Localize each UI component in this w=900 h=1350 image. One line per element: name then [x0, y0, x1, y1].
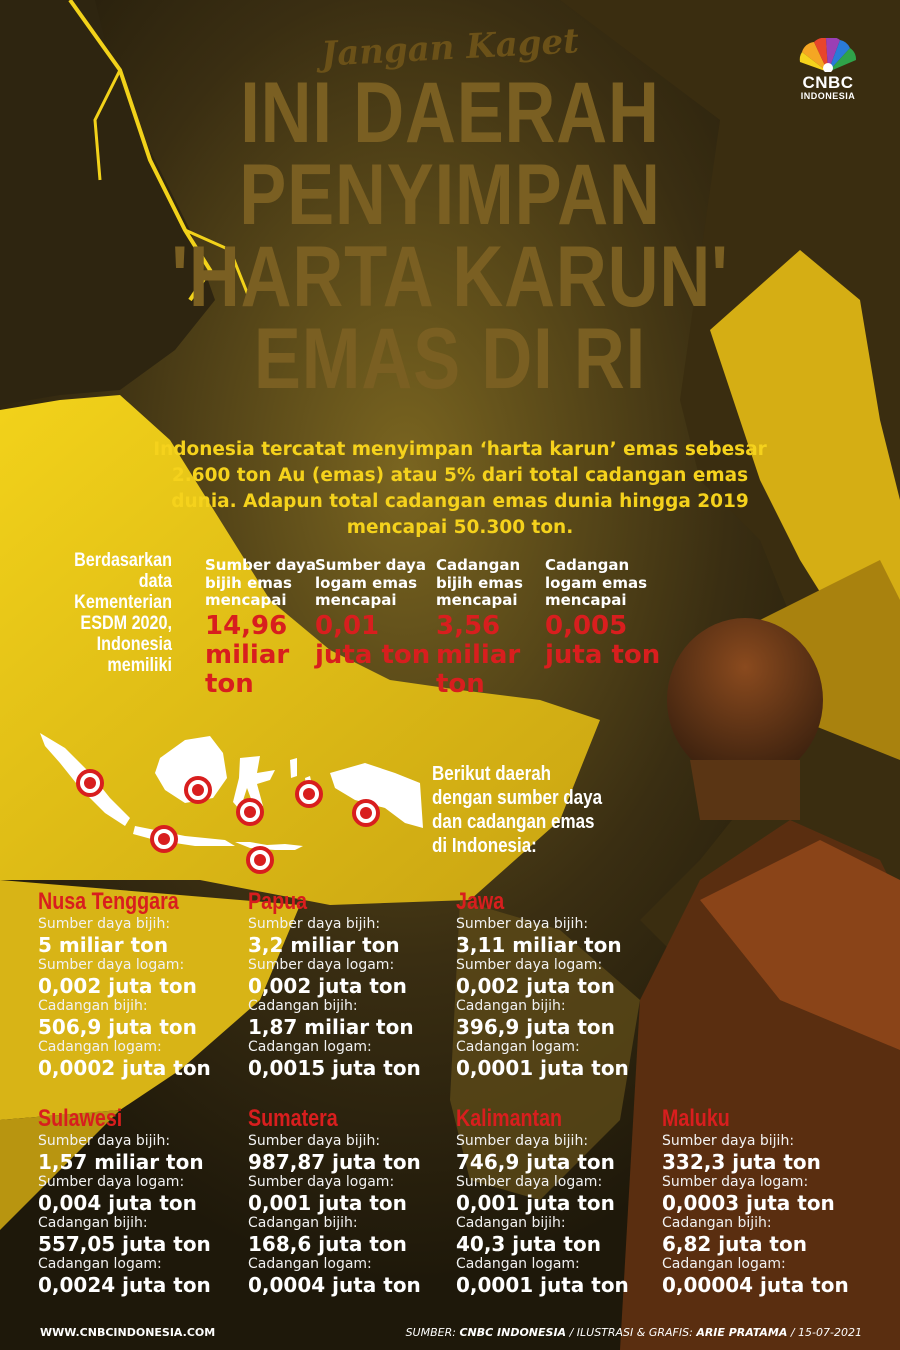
field-value: 506,9 juta ton [38, 1015, 197, 1039]
field-label: Sumber daya bijih: [38, 916, 171, 932]
field-value: 0,004 juta ton [38, 1191, 197, 1215]
region-name: Jawa [456, 888, 505, 915]
field-label: Sumber daya bijih: [248, 1133, 381, 1149]
field-value: 3,2 miliar ton [248, 933, 400, 957]
region-name: Sulawesi [38, 1105, 123, 1132]
field-value: 5 miliar ton [38, 933, 169, 957]
field-value: 0,0004 juta ton [248, 1273, 421, 1297]
field-value: 0,0024 juta ton [38, 1273, 211, 1297]
field-label: Sumber daya logam: [38, 957, 185, 973]
stat-metal-reserve [545, 557, 663, 670]
stat-value: 14,96 miliar ton [205, 610, 290, 699]
field-value: 1,57 miliar ton [38, 1150, 204, 1174]
region-name: Maluku [662, 1105, 730, 1132]
field-value: 40,3 juta ton [456, 1232, 601, 1256]
field-value: 1,87 miliar ton [248, 1015, 414, 1039]
field-value: 0,0003 juta ton [662, 1191, 835, 1215]
field-label: Sumber daya logam: [248, 1174, 395, 1190]
field-value: 396,9 juta ton [456, 1015, 615, 1039]
field-value: 0,0015 juta ton [248, 1056, 421, 1080]
field-label: Sumber daya bijih: [662, 1133, 795, 1149]
stat-metal-resource [315, 557, 433, 670]
field-value: 6,82 juta ton [662, 1232, 807, 1256]
kicker-text: Jangan Kaget [320, 21, 580, 75]
field-label: Cadangan bijih: [248, 1215, 358, 1231]
region-papua [248, 888, 453, 1080]
field-label: Sumber daya logam: [38, 1174, 185, 1190]
field-value: 0,002 juta ton [38, 974, 197, 998]
peacock-icon [796, 38, 860, 72]
field-value: 0,00004 juta ton [662, 1273, 849, 1297]
stat-value: 3,56 miliar ton [436, 610, 521, 699]
field-label: Cadangan logam: [456, 1256, 580, 1272]
field-label: Cadangan bijih: [456, 998, 566, 1014]
title-line-4: EMAS DI RI [253, 311, 647, 407]
field-label: Sumber daya logam: [662, 1174, 809, 1190]
stat-label: Cadangan logam emas mencapai [545, 556, 648, 609]
field-value: 0,001 juta ton [248, 1191, 407, 1215]
field-label: Cadangan bijih: [38, 998, 148, 1014]
stat-label: Cadangan bijih emas mencapai [436, 556, 523, 609]
field-label: Cadangan logam: [38, 1039, 162, 1055]
region-name: Papua [248, 888, 308, 915]
field-value: 557,05 juta ton [38, 1232, 211, 1256]
field-label: Sumber daya logam: [456, 1174, 603, 1190]
field-value: 0,001 juta ton [456, 1191, 615, 1215]
source-label: SUMBER: [405, 1326, 456, 1339]
credit-value: ARIE PRATAMA [696, 1326, 788, 1339]
title-line-3: 'HARTA KARUN' [171, 229, 729, 325]
region-jawa [456, 888, 661, 1080]
intro-paragraph: Indonesia tercatat menyimpan ‘harta karun’ emas sebesar 2.600 ton Au (emas) atau 5% dari total cadangan emas dunia. Adapun total cadangan emas dunia hingga 2019 mencapai 50.300 ton. [153, 439, 767, 538]
stat-value: 0,01 juta ton [315, 610, 431, 670]
region-kalimantan [456, 1105, 661, 1297]
field-label: Cadangan logam: [662, 1256, 786, 1272]
field-label: Cadangan logam: [456, 1039, 580, 1055]
region-sumatera [248, 1105, 453, 1297]
field-label: Cadangan bijih: [248, 998, 358, 1014]
field-value: 332,3 juta ton [662, 1150, 821, 1174]
field-label: Sumber daya bijih: [248, 916, 381, 932]
region-name: Kalimantan [456, 1105, 563, 1132]
logo-sub: INDONESIA [800, 91, 856, 101]
stat-ore-reserve [436, 557, 554, 699]
field-label: Cadangan logam: [248, 1039, 372, 1055]
field-value: 987,87 juta ton [248, 1150, 421, 1174]
field-label: Cadangan logam: [248, 1256, 372, 1272]
source-value: CNBC INDONESIA [459, 1326, 567, 1339]
field-value: 746,9 juta ton [456, 1150, 615, 1174]
region-nusa-tenggara [38, 888, 243, 1080]
field-value: 3,11 miliar ton [456, 933, 622, 957]
based-on-text: Berdasarkan data Kementerian ESDM 2020, Indonesia memiliki [74, 550, 172, 676]
region-sulawesi [38, 1105, 243, 1297]
field-label: Sumber daya bijih: [456, 916, 589, 932]
field-label: Cadangan bijih: [662, 1215, 772, 1231]
field-label: Cadangan bijih: [456, 1215, 566, 1231]
region-name: Nusa Tenggara [38, 888, 179, 915]
field-label: Cadangan logam: [38, 1256, 162, 1272]
field-label: Sumber daya bijih: [38, 1133, 171, 1149]
credit-label: / ILUSTRASI & GRAFIS: [569, 1326, 693, 1339]
field-value: 0,0001 juta ton [456, 1273, 629, 1297]
footer-website[interactable]: WWW.CNBCINDONESIA.COM [40, 1326, 216, 1339]
indonesia-map [35, 718, 425, 878]
logo-brand: CNBC [802, 73, 854, 92]
stat-value: 0,005 juta ton [545, 610, 661, 670]
field-value: 0,0002 juta ton [38, 1056, 211, 1080]
date-value: / 15-07-2021 [790, 1326, 862, 1339]
stat-label: Sumber daya logam emas mencapai [315, 556, 426, 609]
region-maluku [662, 1105, 867, 1297]
title-line-1: INI DAERAH [240, 65, 660, 161]
title-line-2: PENYIMPAN [239, 147, 661, 243]
map-intro-text: Berikut daerah dengan sumber daya dan cadangan emas di Indonesia: [432, 763, 603, 857]
field-value: 168,6 juta ton [248, 1232, 407, 1256]
field-value: 0,002 juta ton [456, 974, 615, 998]
field-label: Sumber daya bijih: [456, 1133, 589, 1149]
field-label: Sumber daya logam: [456, 957, 603, 973]
field-value: 0,002 juta ton [248, 974, 407, 998]
stat-ore-resource [205, 557, 323, 699]
region-name: Sumatera [248, 1105, 338, 1132]
field-value: 0,0001 juta ton [456, 1056, 629, 1080]
stat-label: Sumber daya bijih emas mencapai [205, 556, 316, 609]
field-label: Cadangan bijih: [38, 1215, 148, 1231]
field-label: Sumber daya logam: [248, 957, 395, 973]
footer-credits [406, 1326, 862, 1339]
